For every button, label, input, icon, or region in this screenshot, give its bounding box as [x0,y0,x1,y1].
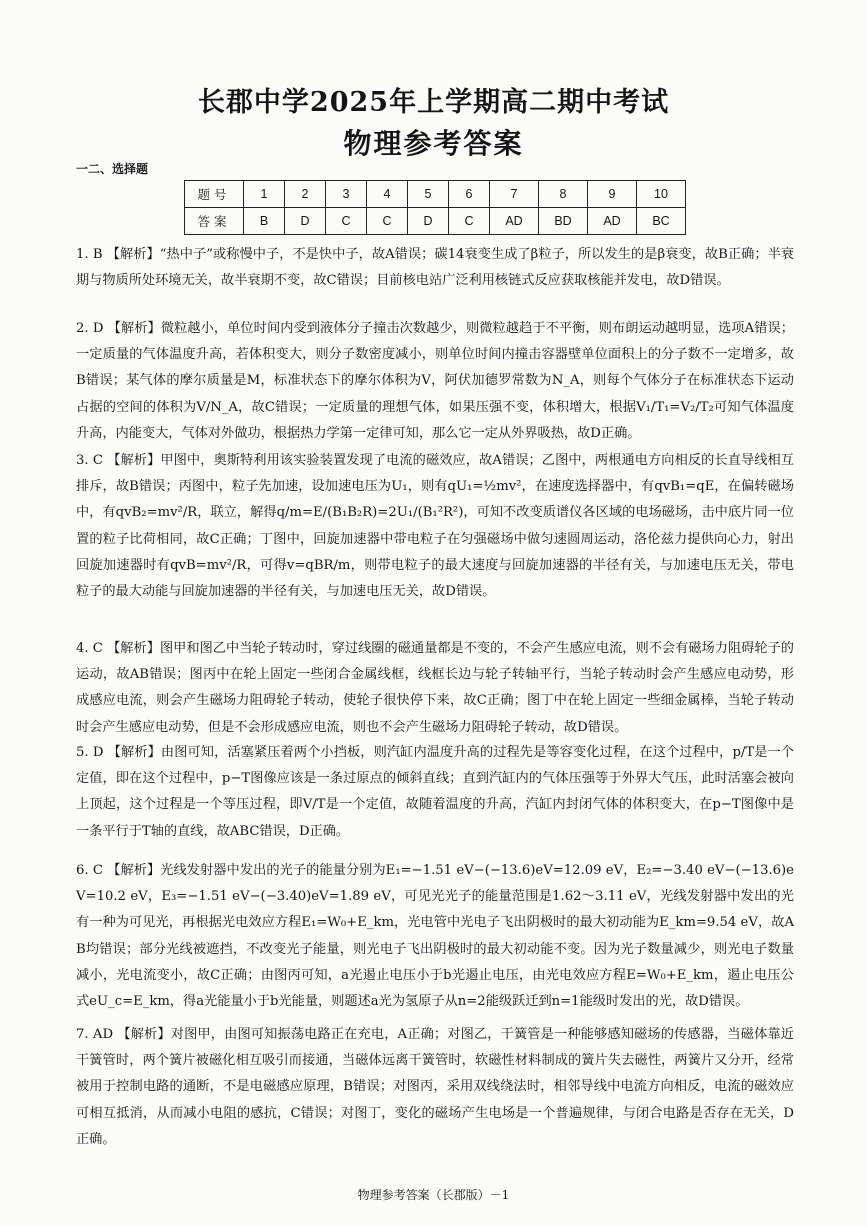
table-cell: D [285,208,326,235]
section-heading: 一二、选择题 [76,162,149,176]
table-cell: 5 [408,181,449,208]
page-subtitle: 物理参考答案 [343,127,524,160]
question-1-explanation: 1. B 【解析】“热中子”或称慢中子，不是快中子，故A错误；碳14衰变生成了β粒子，所以发生的是β衰变，故B正确；半衰期与物质所处环境无关，故半衰期不变，故C错误；目前核电站广泛利用核链式反应获取核能并发电，故D错误。 [76,247,794,289]
table-cell: 9 [588,181,637,208]
answer-table [184,180,686,235]
table-cell: 1 [244,181,285,208]
table-cell: 6 [449,181,490,208]
table-cell: AD [588,208,637,235]
page-footer: 物理参考答案（长郡版）－1 [357,1188,510,1202]
table-cell: BD [539,208,588,235]
table-cell: 10 [637,181,686,208]
table-cell: 8 [539,181,588,208]
table-cell: AD [490,208,539,235]
table-cell: 7 [490,181,539,208]
question-4-explanation: 4. C 【解析】图甲和图乙中当轮子转动时，穿过线圈的磁通量都是不变的，不会产生感应电流，则不会有磁场力阻碍轮子的运动，故AB错误；图丙中在轮上固定一些闭合金属线框，线框长边与轮子转轴平行，当轮子转动时会产生感应电动势，形成感应电流，则会产生磁场力阻碍轮子转动，使轮子很快停下来，故C正确；图丁中在轮上固定一些细金属棒，当轮子转动时会产生感应电动势，但是不会形成感应电流，则也不会产生磁场力阻碍轮子转动，故D错误。 [76,641,794,735]
question-6-explanation: 6. C 【解析】光线发射器中发出的光子的能量分别为E₁=−1.51 eV−(−13.6)eV=12.09 eV，E₂=−3.40 eV−(−13.6)eV=10.2 eV，E₃=−1.51 eV−(−3.40)eV=1.89 eV，可见光光子的能量范围是1.62～3.11 eV，光线发射器中发出的光有一种为可见光，再根据光电效应方程E₁=W₀+E_km，光电管中光电子飞出阴极时的最大初动能为E_km=9.54 eV，故AB均错误；部分光线被遮挡，不改变光子能量，则光电子飞出阴极时的最大初动能不变。因为光子数量减少，则光电子数量减小，光电流变小，故C正确；由图丙可知，a光遏止电压小于b光遏止电压，由光电效应方程E=W₀+E_km，遏止电压公式eU_c=E_km，得a光能量小于b光能量，则题述a光为氢原子从n=2能级跃迁到n=1能级时发出的光，故D错误。 [76,863,794,1010]
table-cell: D [408,208,449,235]
table-cell: 4 [367,181,408,208]
page-title: 长郡中学2025年上学期高二期中考试 [197,87,670,118]
row-label: 题号 [185,181,244,208]
question-7-explanation: 7. AD 【解析】对图甲，由图可知振荡电路正在充电，A正确；对图乙，干簧管是一种能够感知磁场的传感器，当磁体靠近干簧管时，两个簧片被磁化相互吸引而接通，当磁体远离干簧管时，软磁性材料制成的簧片失去磁性，两簧片又分开，经常被用于控制电路的通断，不是电磁感应原理，B错误；对图丙，采用双线绕法时，相邻导线中电流方向相反，电流的磁效应可相互抵消，从而减小电阻的感抗，C错误；对图丁，变化的磁场产生电场是一个普遍规律，与闭合电路是否存在无关，D正确。 [76,1027,794,1147]
table-cell: BC [637,208,686,235]
table-cell: C [449,208,490,235]
question-2-explanation: 2. D 【解析】微粒越小，单位时间内受到液体分子撞击次数越少，则微粒越趋于不平衡，则布朗运动越明显，选项A错误；一定质量的气体温度升高，若体积变大，则分子数密度减小，则单位时间内撞击容器壁单位面积上的分子数不一定增多，故B错误；某气体的摩尔质量是M，标准状态下的摩尔体积为V，阿伏加德罗常数为N_A，则每个气体分子在标准状态下运动占据的空间的体积为V/N_A，故C错误；一定质量的理想气体，如果压强不变，体积增大，根据V₁/T₁=V₂/T₂可知气体温度升高，内能变大，气体对外做功，根据热力学第一定律可知，那么它一定从外界吸热，故D正确。 [76,321,794,441]
question-5-explanation: 5. D 【解析】由图可知，活塞紧压着两个小挡板，则汽缸内温度升高的过程先是等容变化过程，在这个过程中，p/T是一个定值，即在这个过程中，p−T图像应该是一条过原点的倾斜直线；直到汽缸内的气体压强等于外界大气压，此时活塞会被向上顶起，这个过程是一个等压过程，即V/T是一个定值，故随着温度的升高，汽缸内封闭气体的体积变大，在p−T图像中是一条平行于T轴的直线，故ABC错误，D正确。 [76,745,794,839]
table-row-answers [185,208,686,235]
table-cell: C [326,208,367,235]
table-cell: 2 [285,181,326,208]
question-3-explanation: 3. C 【解析】甲图中，奥斯特利用该实验装置发现了电流的磁效应，故A错误；乙图中，两根通电方向相反的长直导线相互排斥，故B错误；丙图中，粒子先加速，设加速电压为U₁，则有qU₁=½mv²，在速度选择器中，有qvB₁=qE，在偏转磁场中，有qvB₂=mv²/R，联立，解得q/m=E/(B₁B₂R)=2U₁/(B₁²R²)，可知不改变质谱仪各区域的电场磁场，击中底片同一位置的粒子比荷相同，故C正确；丁图中，回旋加速器中带电粒子在匀强磁场中做匀速圆周运动，洛伦兹力提供向心力，射出回旋加速器时有qvB=mv²/R，可得v=qBR/m，则带电粒子的最大速度与回旋加速器的半径有关，与加速电压无关，带电粒子的最大动能与回旋加速器的半径有关，与加速电压无关，故D错误。 [76,453,794,600]
table-cell: B [244,208,285,235]
row-label: 答案 [185,208,244,235]
table-cell: 3 [326,181,367,208]
table-cell: C [367,208,408,235]
table-row-numbers [185,181,686,208]
